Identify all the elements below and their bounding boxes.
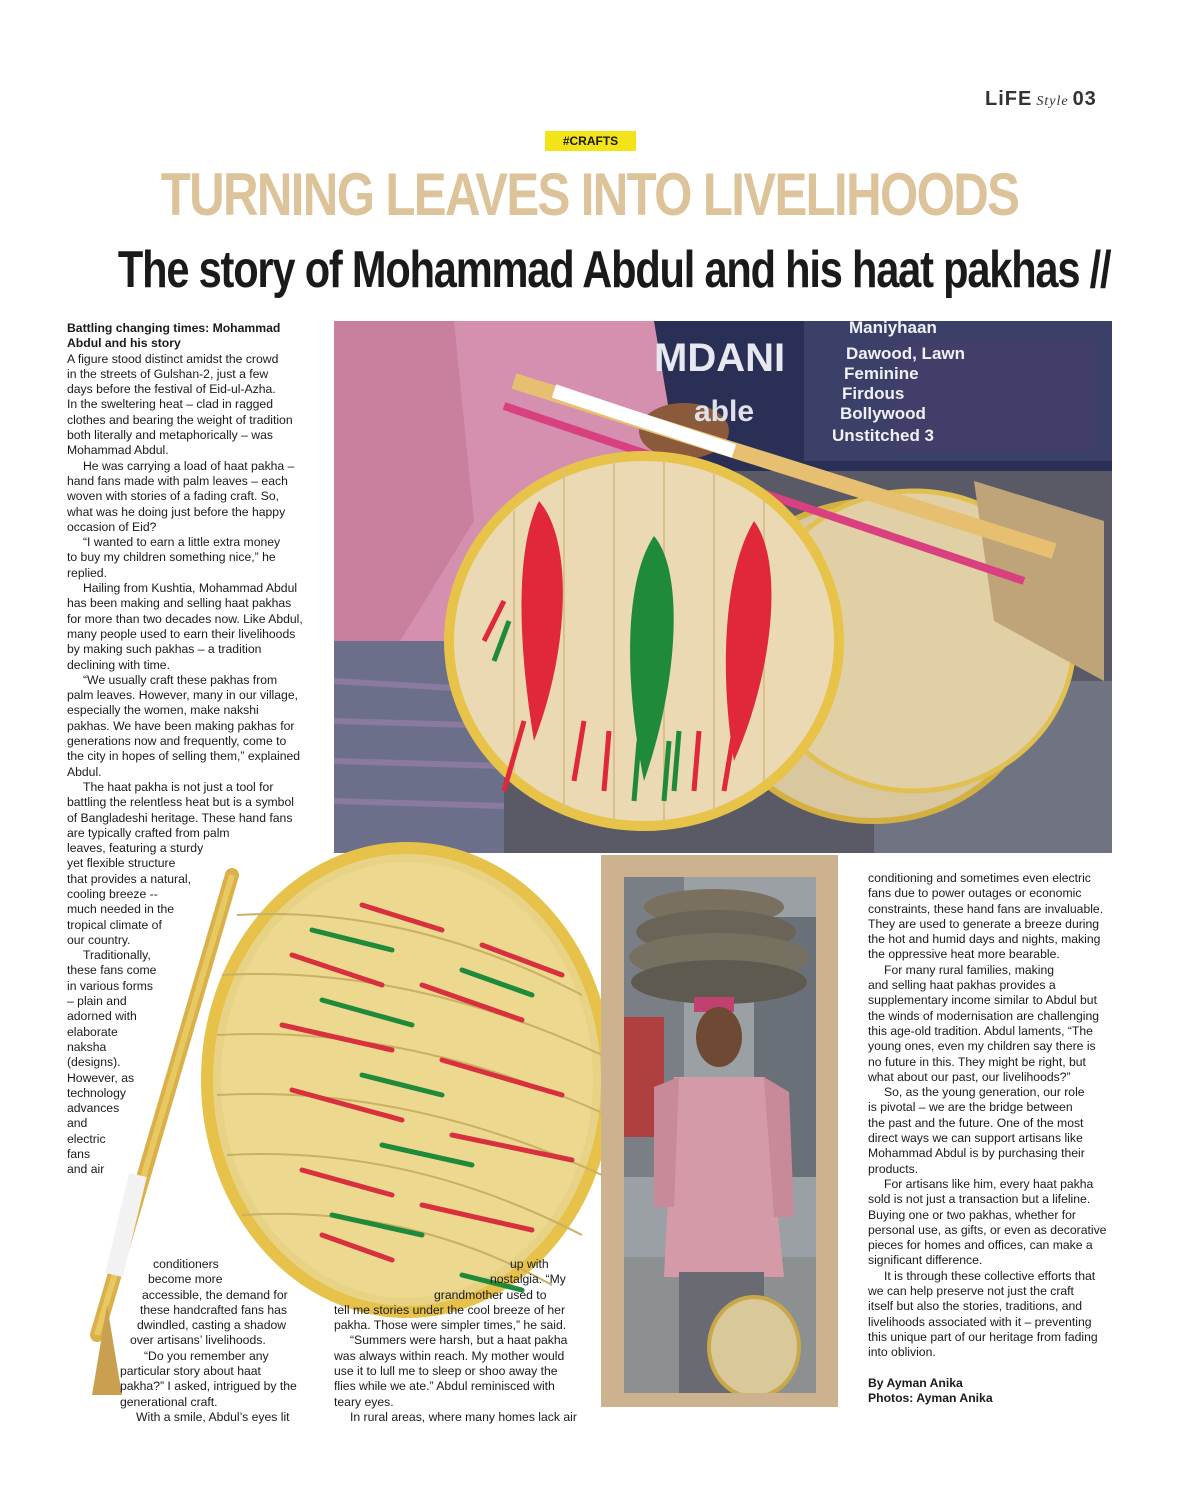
text-line: woven with stories of a fading craft. So, xyxy=(67,489,280,504)
sign-line-4: Firdous xyxy=(842,384,905,403)
text-line: They are used to generate a breeze during xyxy=(868,916,1100,931)
text-line: Hailing from Kushtia, Mohammad Abdul xyxy=(83,581,298,596)
text-line: personal use, as gifts, or even as decorative xyxy=(868,1222,1107,1237)
text-line: For artisans like him, every haat pakha xyxy=(884,1176,1094,1191)
text-line: tell me stories under the cool breeze of her xyxy=(334,1302,566,1317)
text-line: pakha. Those were simpler times,” he said. xyxy=(334,1318,567,1333)
text-line: dwindled, casting a shadow xyxy=(137,1318,287,1333)
text-line: has been making and selling haat pakhas xyxy=(67,596,292,611)
text-line: what was he doing just before the happy xyxy=(67,504,286,519)
text-line: So, as the young generation, our role xyxy=(884,1085,1085,1100)
text-line: fans xyxy=(67,1147,91,1162)
text-line: He was carrying a load of haat pakha – xyxy=(83,458,295,473)
text-line: is pivotal – we are the bridge between xyxy=(868,1100,1073,1115)
text-line: the winds of modernisation are challenging xyxy=(868,1008,1100,1023)
text-line: It is through these collective efforts that xyxy=(884,1268,1096,1283)
text-line: conditioners xyxy=(153,1257,219,1271)
sign-line-2: Dawood, Lawn xyxy=(846,344,965,363)
text-line: declining with time. xyxy=(67,657,170,672)
text-line: this age-old tradition. Abdul laments, “The xyxy=(868,1023,1093,1038)
text-line: direct ways we can support artisans like xyxy=(868,1131,1083,1146)
text-line: up with xyxy=(510,1257,549,1271)
text-line: we can help preserve not just the craft xyxy=(868,1284,1074,1299)
text-line: For many rural families, making xyxy=(884,962,1054,977)
sign-line-1: Maniyhaan xyxy=(849,321,937,337)
text-line: and selling haat pakhas provides a xyxy=(868,978,1056,993)
photo-abdul-portrait xyxy=(624,877,816,1393)
text-line: and air xyxy=(67,1162,105,1177)
text-line: tropical climate of xyxy=(67,917,162,932)
sign-line-5: Bollywood xyxy=(840,404,926,423)
text-line: supplementary income similar to Abdul but xyxy=(868,993,1097,1008)
logo-style: Style xyxy=(1036,94,1069,109)
text-line: “I wanted to earn a little extra money xyxy=(83,535,281,550)
article-subhead: Battling changing times: Mohammad Abdul and his story xyxy=(67,321,281,351)
text-line: flies while we ate.” Abdul reminisced with xyxy=(334,1379,555,1394)
text-line: products. xyxy=(868,1161,919,1176)
text-line: However, as xyxy=(67,1070,135,1085)
text-line: particular story about haat xyxy=(120,1364,261,1379)
text-line: over artisans’ livelihoods. xyxy=(130,1333,266,1348)
sign-line-3: Feminine xyxy=(844,364,919,383)
photo-fans-closeup xyxy=(334,321,1112,853)
text-line: by making such pakhas – a tradition xyxy=(67,642,262,657)
text-line: and xyxy=(67,1116,88,1131)
text-line: accessible, the demand for xyxy=(142,1287,288,1302)
text-line: of Bangladeshi heritage. These hand fans xyxy=(67,810,293,825)
headline: TURNING LEAVES INTO LIVELIHOODS xyxy=(160,161,1019,228)
text-line: was always within reach. My mother would xyxy=(334,1348,565,1363)
text-line: grandmother used to xyxy=(434,1287,547,1302)
text-line: adorned with xyxy=(67,1009,137,1024)
byline: By Ayman Anika xyxy=(868,1375,963,1390)
text-line: are typically crafted from palm xyxy=(67,825,230,840)
text-line: advances xyxy=(67,1101,120,1116)
text-line: into oblivion. xyxy=(868,1345,936,1360)
sign-line-6: Unstitched 3 xyxy=(832,426,935,445)
text-line: “Do you remember any xyxy=(144,1348,269,1363)
text-line: Abdul. xyxy=(67,764,102,779)
text-line: what about our past, our livelihoods?” xyxy=(868,1069,1071,1084)
text-line: especially the women, make nakshi xyxy=(67,703,259,718)
text-line: “We usually craft these pakhas from xyxy=(83,672,278,687)
text-line: The haat pakha is not just a tool for xyxy=(83,779,274,794)
text-line: sold is not just a transaction but a lifeline. xyxy=(868,1192,1091,1207)
text-line: leaves, featuring a sturdy xyxy=(67,841,204,856)
text-line: Traditionally, xyxy=(83,948,151,963)
text-line: use it to lull me to sleep or shoo away the xyxy=(334,1364,558,1379)
text-line: yet flexible structure xyxy=(67,856,176,871)
text-line: clothes and bearing the weight of tradition xyxy=(67,412,293,427)
text-line: pakha?” I asked, intrigued by the xyxy=(120,1379,297,1394)
text-line: occasion of Eid? xyxy=(67,519,157,534)
text-line: days before the festival of Eid-ul-Azha. xyxy=(67,382,276,397)
text-line: – plain and xyxy=(67,994,127,1009)
text-line: elaborate xyxy=(67,1024,118,1039)
text-line: pieces for homes and offices, can make a xyxy=(868,1238,1093,1253)
text-line: fans due to power outages or economic xyxy=(868,886,1082,901)
text-line: “Summers were harsh, but a haat pakha xyxy=(350,1333,568,1348)
text-line: much needed in the xyxy=(67,902,175,917)
article-column-4 xyxy=(868,871,1118,1361)
text-line: With a smile, Abdul’s eyes lit xyxy=(136,1409,290,1424)
text-line: teary eyes. xyxy=(334,1394,394,1409)
text-line: constraints, these hand fans are invaluable. xyxy=(868,901,1104,916)
text-line: our country. xyxy=(67,932,131,947)
text-line: for more than two decades now. Like Abdul, xyxy=(67,611,303,626)
text-line: young ones, even my children say there is xyxy=(868,1039,1096,1054)
text-line: become more xyxy=(148,1272,223,1287)
text-line: generations now and frequently, come to xyxy=(67,734,287,749)
text-line: pakhas. We have been making pakhas for xyxy=(67,718,295,733)
article-column-2 xyxy=(120,1257,325,1425)
text-line: naksha xyxy=(67,1039,107,1054)
text-line: that provides a natural, xyxy=(67,871,191,886)
text-line: nostalgia. “My xyxy=(490,1272,566,1287)
text-line: In rural areas, where many homes lack air xyxy=(350,1409,577,1424)
text-line: battling the relentless heat but is a symbol xyxy=(67,795,294,810)
text-line: A figure stood distinct amidst the crowd xyxy=(67,351,279,366)
text-line: livelihoods associated with it – preventing xyxy=(868,1314,1092,1329)
logo-life: LiFE xyxy=(985,88,1033,110)
text-line: the oppressive heat more bearable. xyxy=(868,947,1060,962)
text-line: many people used to earn their livelihoods xyxy=(67,626,296,641)
article-column-3 xyxy=(334,1257,584,1425)
text-line: replied. xyxy=(67,565,107,580)
text-line: in the streets of Gulshan-2, just a few xyxy=(67,366,269,381)
photo-credit: Photos: Ayman Anika xyxy=(868,1390,993,1405)
text-line: the city in hopes of selling them,” explained xyxy=(67,749,301,764)
text-line: in various forms xyxy=(67,978,154,993)
text-line: itself but also the stories, traditions, and xyxy=(868,1299,1083,1314)
text-line: Mohammad Abdul. xyxy=(67,443,169,458)
text-line: these fans come xyxy=(67,963,157,978)
text-line: the hot and humid days and nights, making xyxy=(868,932,1101,947)
sign-text-left: MDANI xyxy=(654,336,786,380)
page-number: 03 xyxy=(1072,88,1097,110)
text-line: palm leaves. However, many in our village, xyxy=(67,688,298,703)
section-tag: #CRAFTS xyxy=(545,131,636,151)
text-line: these handcrafted fans has xyxy=(140,1302,288,1317)
text-line: to buy my children something nice,” he xyxy=(67,550,276,565)
text-line: (designs). xyxy=(67,1055,121,1070)
text-line: technology xyxy=(67,1085,126,1100)
article-column-4-wrap xyxy=(868,871,1118,1406)
text-line: generational craft. xyxy=(120,1394,218,1409)
text-line: In the sweltering heat – clad in ragged xyxy=(67,397,273,412)
text-line: no future in this. They might be right, but xyxy=(868,1054,1086,1069)
text-line: conditioning and sometimes even electric xyxy=(868,871,1091,885)
text-line: cooling breeze -- xyxy=(67,886,158,901)
sign-text-left-2: able xyxy=(694,395,755,428)
text-line: the past and the future. One of the most xyxy=(868,1115,1084,1130)
text-line: both literally and metaphorically – was xyxy=(67,428,273,443)
text-line: hand fans made with palm leaves – each xyxy=(67,473,288,488)
magazine-logo xyxy=(985,88,1097,111)
text-line: significant difference. xyxy=(868,1253,983,1268)
subtitle: The story of Mohammad Abdul and his haat pakhas // xyxy=(117,241,1111,299)
text-line: electric xyxy=(67,1131,106,1146)
text-line: Buying one or two pakhas, whether for xyxy=(868,1207,1076,1222)
text-line: this unique part of our heritage from fading xyxy=(868,1329,1098,1344)
text-line: Mohammad Abdul is by purchasing their xyxy=(868,1146,1085,1161)
